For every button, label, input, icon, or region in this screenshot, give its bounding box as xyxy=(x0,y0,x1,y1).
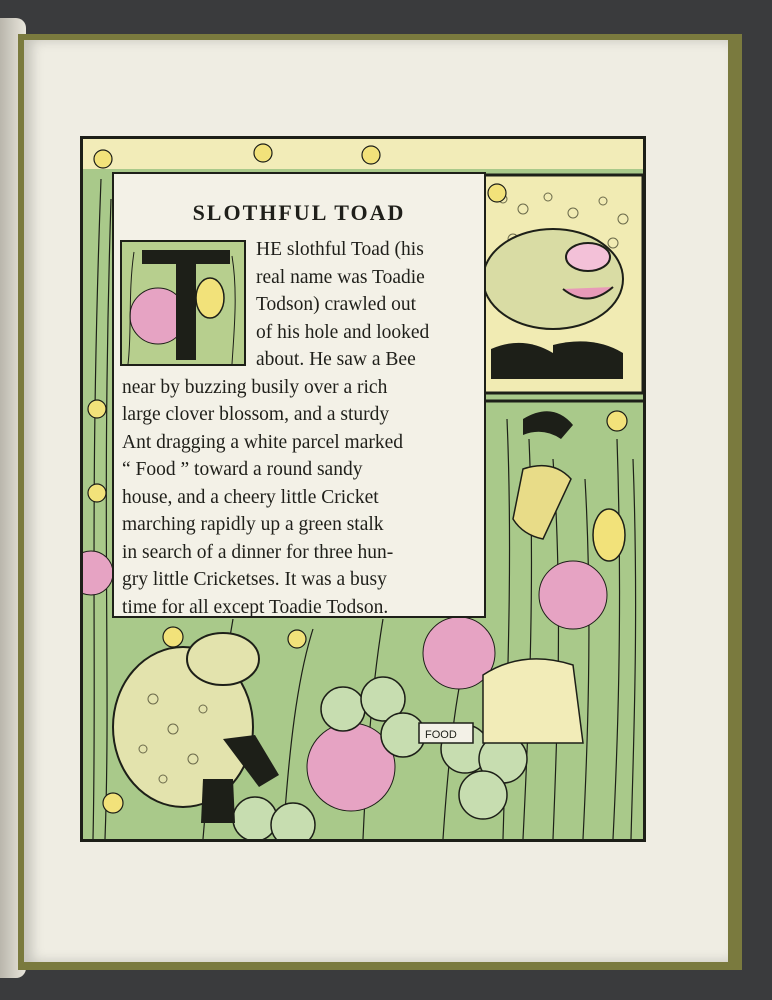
story-line: real name was Toadie xyxy=(256,266,425,288)
story-line: house, and a cheery little Cricket xyxy=(122,486,379,508)
story-line: Todson) crawled out xyxy=(256,294,417,315)
food-parcel-label: FOOD xyxy=(425,729,457,741)
story-line: HE slothful Toad (his xyxy=(256,239,424,260)
story-line: “ Food ” toward a round sandy xyxy=(122,459,363,480)
story-line: of his hole and looked xyxy=(256,321,430,343)
toad-eye-patch xyxy=(566,243,610,271)
sitting-toad-boot-lower xyxy=(201,779,235,823)
story-title: SLOTHFUL TOAD xyxy=(192,200,406,225)
story-line: Ant dragging a white parcel marked xyxy=(122,431,404,453)
sandy-house xyxy=(483,659,583,743)
story-line: marching rapidly up a green stalk xyxy=(122,514,384,535)
story-line: large clover blossom, and a sturdy xyxy=(122,404,390,425)
story-line: about. He saw a Bee xyxy=(256,349,416,370)
sitting-toad-head xyxy=(187,633,259,685)
story-line: near by buzzing busily over a rich xyxy=(122,376,388,398)
drop-cap-space xyxy=(122,236,256,373)
story-line: time for all except Toadie Todson. xyxy=(122,596,389,618)
toad-head xyxy=(483,229,623,329)
bee-body xyxy=(593,509,625,561)
toad-shoe-left xyxy=(491,343,553,379)
story-line: in search of a dinner for three hun- xyxy=(122,541,394,563)
story-body xyxy=(122,236,478,621)
story-line: gry little Cricketses. It was a busy xyxy=(122,569,387,590)
story-text-panel xyxy=(112,172,486,618)
